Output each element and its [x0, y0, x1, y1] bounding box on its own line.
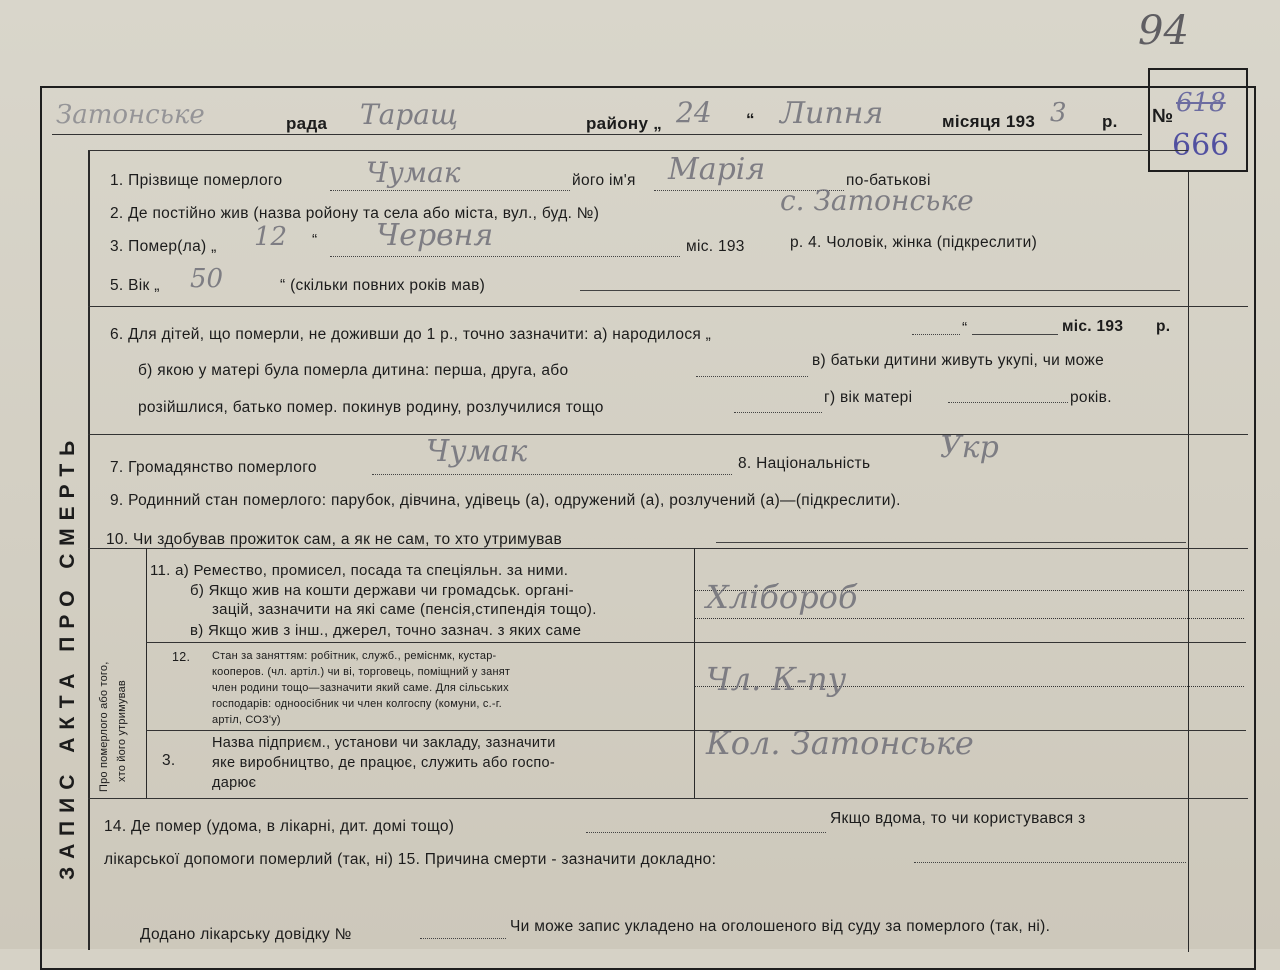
- grid-row-1: [146, 642, 1246, 643]
- sep-top: [88, 150, 1188, 151]
- header-year-suffix: р.: [1102, 112, 1118, 131]
- header-rada: рада: [286, 114, 328, 133]
- hw-year: 3: [1050, 98, 1067, 128]
- line-6-children: 6. Для дітей, що померли, не доживши до 1 р., точно зазначити: а) народилося „: [110, 326, 712, 343]
- hw-month: Липня: [780, 96, 884, 131]
- line-14-dots: [586, 832, 826, 833]
- line-10-support: 10. Чи здобував прожиток сам, а як не сам, то хто утримував: [106, 531, 562, 548]
- side-column-divider: [88, 150, 90, 950]
- line-12-2: кооперов. (чл. артіл.) чи ві, торговець, поміщний у занят: [212, 666, 511, 678]
- side-small-1: Про померлого або того,: [98, 661, 110, 792]
- line-13-2: яке виробництво, де працює, служить або госпо-: [212, 755, 556, 771]
- line-11a: 11. а) Ремество, промисел, посада та спеціяльн. за ними.: [150, 562, 569, 579]
- line-3-sex: р. 4. Чоловік, жінка (підкреслити): [790, 234, 1038, 251]
- hw-age: 50: [190, 264, 224, 294]
- line-13-1: Назва підприєм., установи чи закладу, зазначити: [212, 735, 556, 751]
- hw-day: 24: [676, 96, 712, 129]
- side-small-2: хто його утримував: [116, 680, 128, 782]
- line-1-dots-a: [330, 190, 570, 191]
- line-6-quote: “: [962, 320, 968, 337]
- line-7-citizenship: 7. Громадянство померлого: [110, 459, 317, 476]
- header-month: місяця 193: [942, 112, 1036, 131]
- archive-page-number: 94: [1138, 8, 1189, 54]
- line-13-number: 3.: [162, 752, 176, 769]
- sep-after-13: [88, 798, 1248, 799]
- line-6-month: міс. 193: [1062, 318, 1124, 335]
- line-12-number: 12.: [172, 650, 191, 664]
- hw-rada: Затонське: [56, 100, 205, 130]
- line-6-dots-b: [972, 334, 1058, 335]
- sep-after-6: [88, 434, 1248, 435]
- line-6c-parents: в) батьки дитини живуть укупі, чи може: [812, 352, 1104, 369]
- grid-right-divider: [694, 548, 695, 798]
- line-11b-1: б) Якщо жив на кошти держави чи громадськ. органі-: [190, 582, 574, 599]
- line-6d-years: років.: [1070, 389, 1112, 406]
- header-quote: “: [746, 110, 755, 129]
- line-6-dots-a: [912, 334, 960, 335]
- line-6c-dots: [734, 412, 822, 413]
- hw-surname: Чумак: [366, 156, 461, 189]
- header-underline: [52, 134, 1142, 135]
- line-14-place: 14. Де помер (удома, в лікарні, дит. домі тощо): [104, 818, 455, 835]
- line-1-patronymic: по-батькові: [846, 172, 931, 189]
- line-15-cause: лікарської допомоги померлий (так, ні) 15. Причина смерти - зазначити докладно:: [104, 851, 717, 868]
- line-3-quote: “: [312, 232, 318, 249]
- line-1-name: його ім'я: [572, 172, 636, 189]
- hw-rayon: Таращ: [360, 98, 459, 131]
- line-12-4: господарів: одноосібник чи член колгоспу (комуни, с.-г.: [212, 698, 502, 710]
- hw-death-day: 12: [254, 222, 288, 252]
- line-11c: в) Якщо жив з інш., джерел, точно зазнач. з яких саме: [190, 622, 582, 639]
- line-3-dots: [330, 256, 680, 257]
- line-6d-dots: [948, 402, 1068, 403]
- header-rayon: району „: [586, 114, 663, 133]
- line-8-nationality: 8. Національність: [738, 455, 871, 472]
- hw-nationality: Укр: [940, 430, 999, 465]
- line-11b-2: зацій, зазначити на які саме (пенсія,стипендія тощо).: [212, 601, 597, 618]
- record-number-old: 618: [1176, 88, 1226, 118]
- line-6d-mother-age: г) вік матері: [824, 389, 913, 406]
- line-2-residence: 2. Де постійно жив (назва ройону та села або міста, вул., буд. №): [110, 205, 600, 222]
- grid-row-2: [146, 730, 1246, 731]
- hw-death-month: Червня: [376, 218, 494, 253]
- line-16-certificate: Додано лікарську довідку №: [140, 926, 352, 943]
- line-3-month: міс. 193: [686, 238, 745, 255]
- line-7-dots: [372, 474, 732, 475]
- hw-status: Чл. К-пу: [706, 660, 847, 698]
- sep-after-5: [88, 306, 1248, 307]
- line-15-dots: [914, 862, 1186, 863]
- line-13-3: дарює: [212, 775, 257, 791]
- line-6b-dots: [696, 376, 808, 377]
- number-label: №: [1152, 106, 1174, 127]
- line-6-year: р.: [1156, 318, 1171, 335]
- grid-left-divider: [146, 548, 147, 798]
- line-9-marital: 9. Родинний стан померлого: парубок, дівчина, удівець (а), одружений (а), розлучений (а)—(підкреслити).: [110, 492, 901, 509]
- hw-citizenship: Чумак: [426, 434, 528, 469]
- line-16-dots: [420, 938, 506, 939]
- line-6b-order: б) якою у матері була померла дитина: перша, друга, або: [138, 362, 569, 379]
- hw-occupation: Хлібороб: [706, 578, 858, 616]
- side-title: ЗАПИС АКТА ПРО СМЕРТЬ: [56, 432, 79, 880]
- record-number-new: 666: [1172, 128, 1230, 163]
- hw-enterprise: Кол. Затонське: [706, 724, 974, 762]
- line-1-surname: 1. Прізвище померлого: [110, 172, 283, 189]
- line-14-home: Якщо вдома, то чи користувався з: [830, 810, 1086, 827]
- line-16-court: Чи може запис укладено на оголошеного від суду за померлого (так, ні).: [510, 918, 1051, 935]
- hw-residence: с. Затонське: [780, 184, 974, 217]
- line-10-underline: [716, 542, 1186, 543]
- line-6c-separated: розійшлися, батько помер. покинув родину, розлучилися тощо: [138, 399, 604, 416]
- line-3-died: 3. Помер(ла) „: [110, 238, 217, 255]
- line-5-underline: [580, 290, 1180, 291]
- hw-first-name: Марія: [668, 152, 766, 187]
- line-5-years: “ (скільки повних років мав): [280, 277, 486, 294]
- line-12-1: Стан за заняттям: робітник, служб., реміснмк, кустар-: [212, 650, 497, 662]
- line-12-3: член родини тощо—зазначити який саме. Для сільських: [212, 682, 509, 694]
- grid-cell-line-b: [694, 618, 1244, 619]
- right-column-divider: [1188, 172, 1189, 952]
- line-12-5: артіл, СОЗ'у): [212, 714, 281, 726]
- line-5-age: 5. Вік „: [110, 277, 160, 294]
